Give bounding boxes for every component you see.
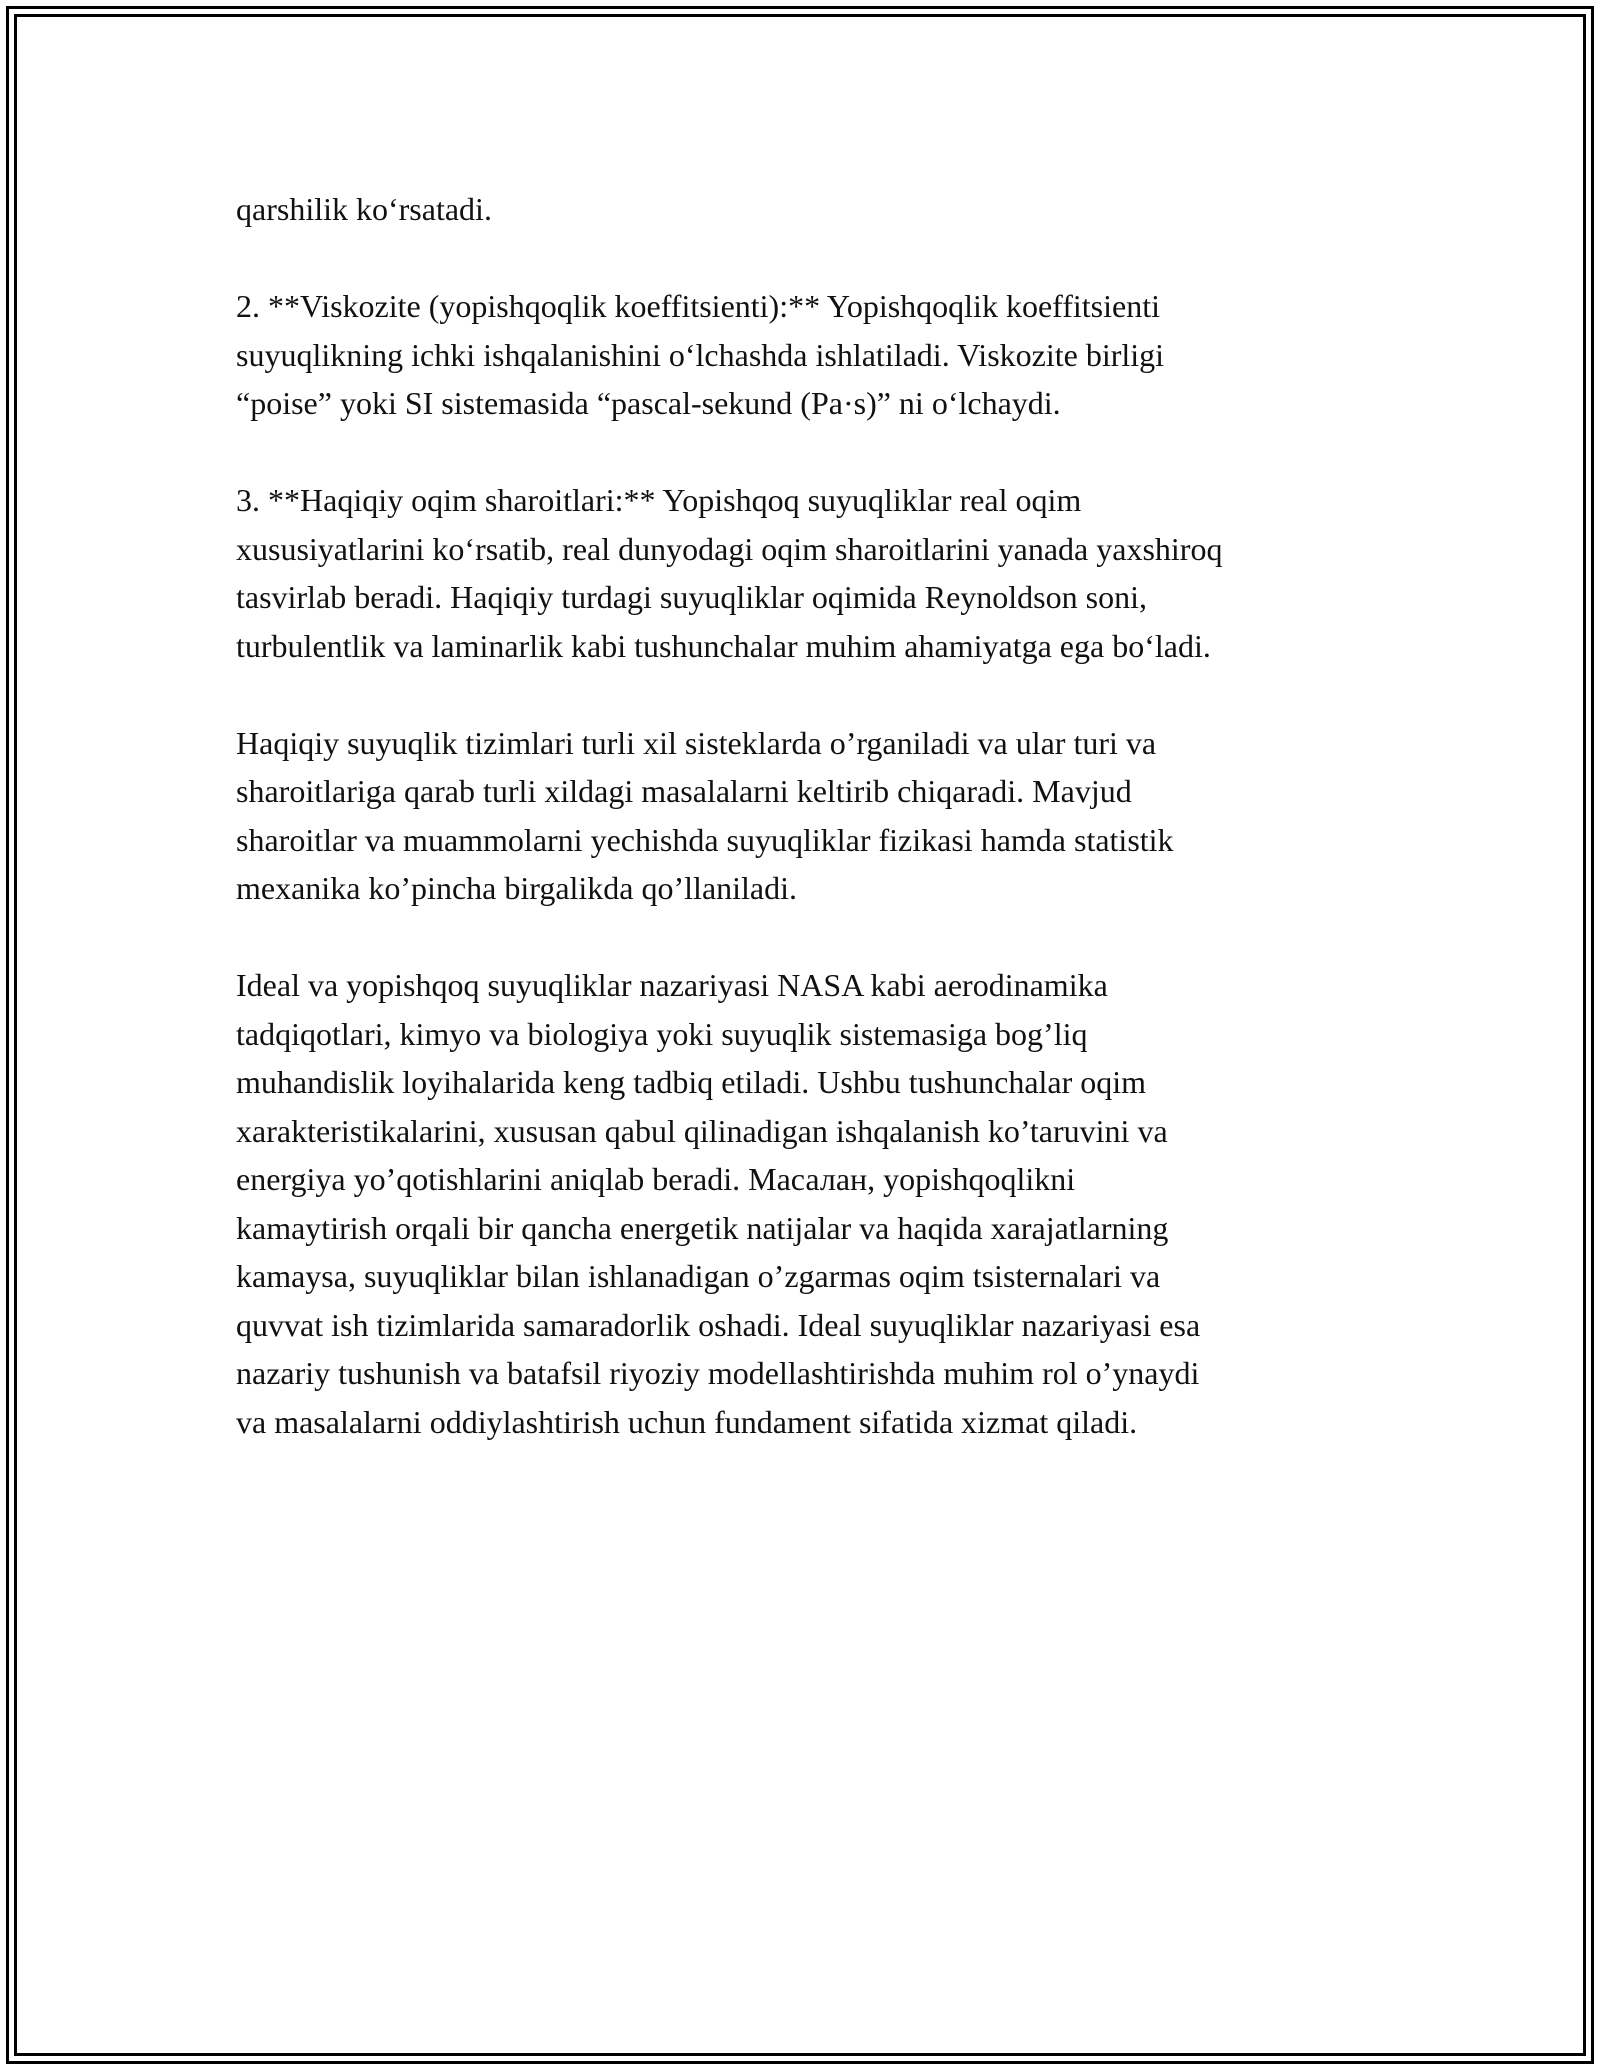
paragraph-real-fluid-systems: Haqiqiy suyuqlik tizimlari turli xil sisteklarda o’rganiladi va ular turi va sharoitlariga qarab turli xildagi masalalarni keltirib chiqaradi. Mavjud sharoitlar va muammolarni yechishda suyuqliklar fizikasi hamda statistik mexanika ko’pincha birgalikda qo’llaniladi.	[236, 724, 1174, 906]
paragraph-viscosity: 2. **Viskozite (yopishqoqlik koeffitsienti):** Yopishqoqlik koeffitsienti suyuqlikning ichki ishqalanishini o‘lchashda ishlatiladi. Viskozite birligi “poise” yoki SI sistemasida “pascal-sekund (Pa·s)” ni o‘lchaydi.	[236, 288, 1165, 421]
paragraph-continuation: qarshilik ko‘rsatadi.	[236, 191, 492, 227]
document-body	[236, 185, 1386, 1495]
paragraph-applications: Ideal va yopishqoq suyuqliklar nazariyasi NASA kabi aerodinamika tadqiqotlari, kimyo va biologiya yoki suyuqlik sistemasiga bog’liq muhandislik loyihalarida keng tadbiq etiladi. Ushbu tushunchalar oqim xarakteristikalarini, xususan qabul qilinadigan ishqalanish ko’taruvini va energiya yo’qotishlarini aniqlab beradi. Масалан, yopishqoqlikni kamaytirish orqali bir qancha energetik natijalar va haqida xarajatlarning kamaysa, suyuqliklar bilan ishlanadigan o’zgarmas oqim tsisternalari va quvvat ish tizimlarida samaradorlik oshadi. Ideal suyuqliklar nazariyasi esa nazariy tushunish va batafsil riyoziy modellashtirishda muhim rol o’ynaydi va masalalarni oddiylashtirish uchun fundament sifatida xizmat qiladi.	[236, 967, 1201, 1440]
paragraph-real-flow: 3. **Haqiqiy oqim sharoitlari:** Yopishqoq suyuqliklar real oqim xususiyatlarini ko‘rsatib, real dunyodagi oqim sharoitlarini yanada yaxshiroq tasvirlab beradi. Haqiqiy turdagi suyuqliklar oqimida Reynoldson soni, turbulentlik va laminarlik kabi tushunchalar muhim ahamiyatga ega bo‘ladi.	[236, 482, 1223, 664]
